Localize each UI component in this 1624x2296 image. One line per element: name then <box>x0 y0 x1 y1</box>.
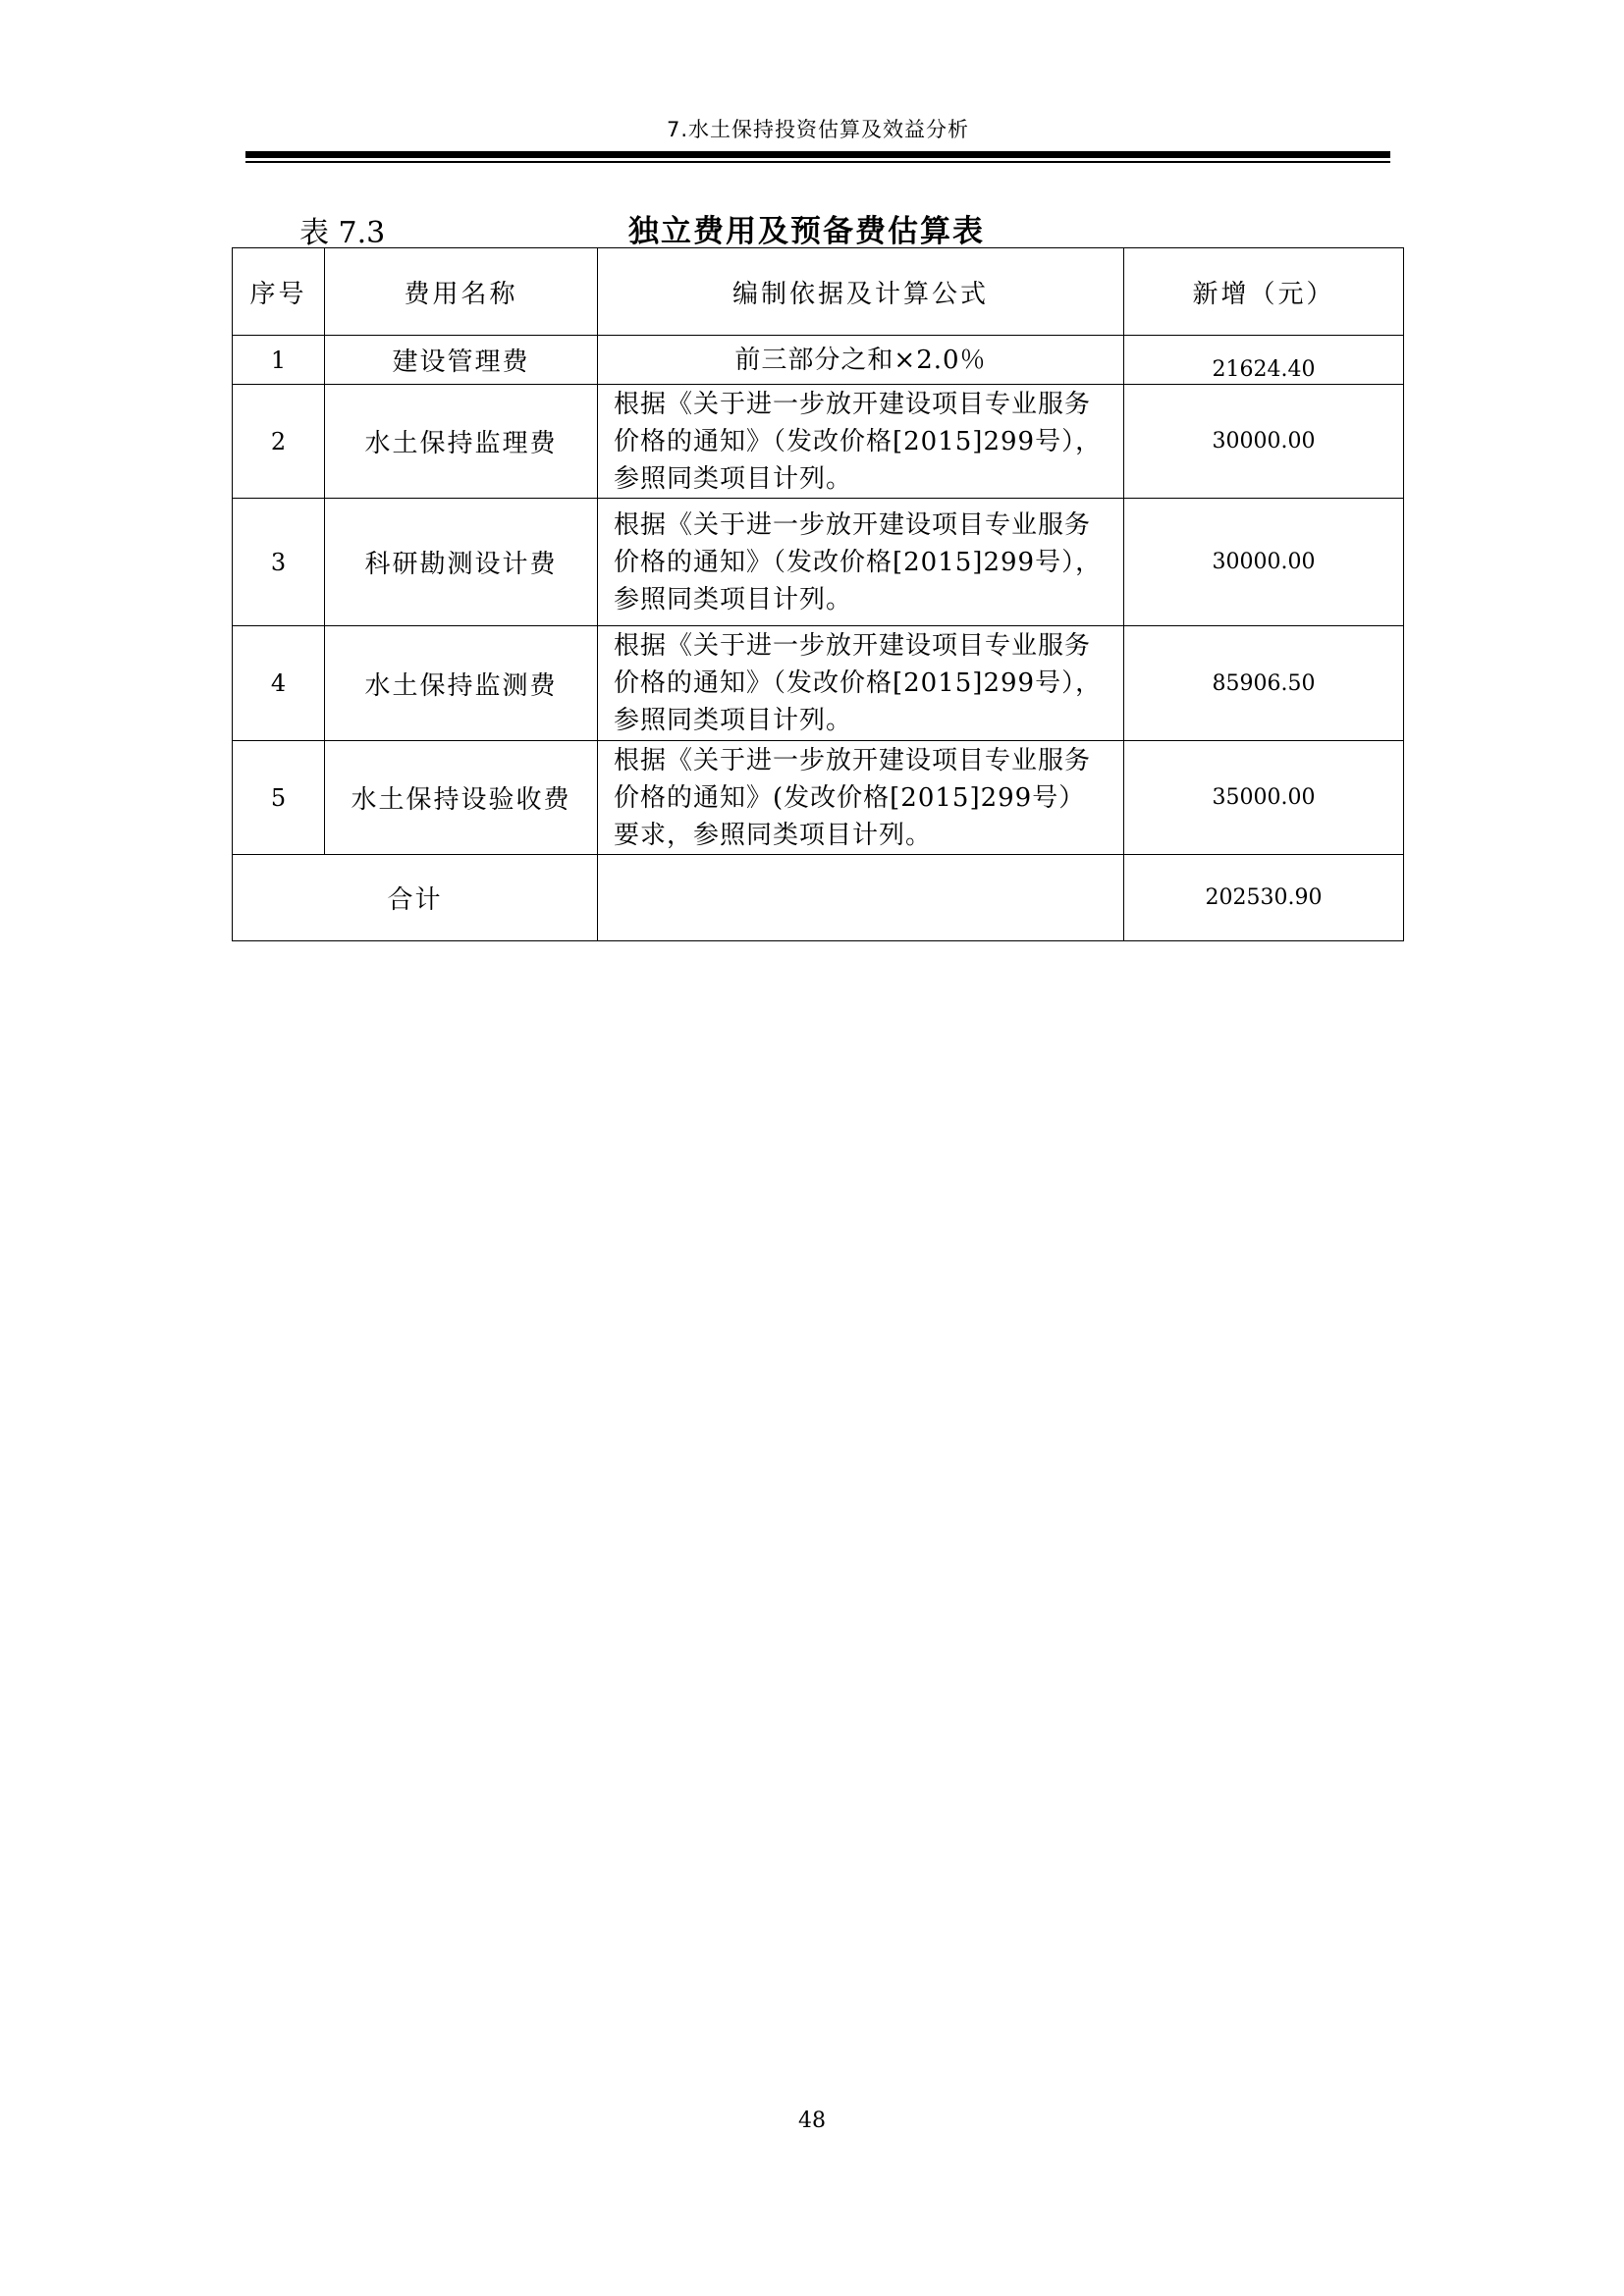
table-row <box>233 336 1404 385</box>
table-row <box>233 499 1404 626</box>
table-row <box>233 741 1404 855</box>
row-amount: 30000.00 <box>1124 499 1404 626</box>
row-seq: 2 <box>233 385 325 499</box>
row-basis: 根据《关于进一步放开建设项目专业服务价格的通知》(发改价格[2015]299号）要求，参照同类项目计列。 <box>598 741 1124 855</box>
row-basis: 前三部分之和×2.0％ <box>598 336 1124 385</box>
row-seq: 4 <box>233 626 325 741</box>
table-total-row <box>233 855 1404 941</box>
column-header-amount: 新增（元） <box>1124 248 1404 336</box>
row-amount: 21624.40 <box>1124 336 1404 385</box>
total-label: 合计 <box>233 855 598 941</box>
column-header-name: 费用名称 <box>325 248 598 336</box>
table-row <box>233 385 1404 499</box>
row-amount: 85906.50 <box>1124 626 1404 741</box>
column-header-basis: 编制依据及计算公式 <box>598 248 1124 336</box>
table-row <box>233 626 1404 741</box>
row-basis: 根据《关于进一步放开建设项目专业服务价格的通知》（发改价格[2015]299号），参照同类项目计列。 <box>598 626 1124 741</box>
row-seq: 5 <box>233 741 325 855</box>
row-fee-name: 水土保持监测费 <box>325 626 598 741</box>
row-seq: 3 <box>233 499 325 626</box>
header-rule-thin <box>245 161 1390 163</box>
running-header: 7.水土保持投资估算及效益分析 <box>666 118 970 141</box>
total-basis <box>598 855 1124 941</box>
row-basis: 根据《关于进一步放开建设项目专业服务价格的通知》（发改价格[2015]299号），参照同类项目计列。 <box>598 385 1124 499</box>
column-header-seq: 序号 <box>233 248 325 336</box>
table-header-row <box>233 248 1404 336</box>
row-fee-name: 科研勘测设计费 <box>325 499 598 626</box>
row-fee-name: 水土保持监理费 <box>325 385 598 499</box>
row-amount: 35000.00 <box>1124 741 1404 855</box>
page-number: 48 <box>798 2109 826 2133</box>
header-rule-thick <box>245 151 1390 158</box>
row-amount: 30000.00 <box>1124 385 1404 499</box>
fee-estimate-table <box>232 247 1404 941</box>
row-seq: 1 <box>233 336 325 385</box>
total-amount: 202530.90 <box>1124 855 1404 941</box>
table-number: 表 7.3 <box>299 216 386 250</box>
table-title: 独立费用及预备费估算表 <box>628 214 985 249</box>
row-basis: 根据《关于进一步放开建设项目专业服务价格的通知》（发改价格[2015]299号），参照同类项目计列。 <box>598 499 1124 626</box>
row-fee-name: 建设管理费 <box>325 336 598 385</box>
row-fee-name: 水土保持设验收费 <box>325 741 598 855</box>
